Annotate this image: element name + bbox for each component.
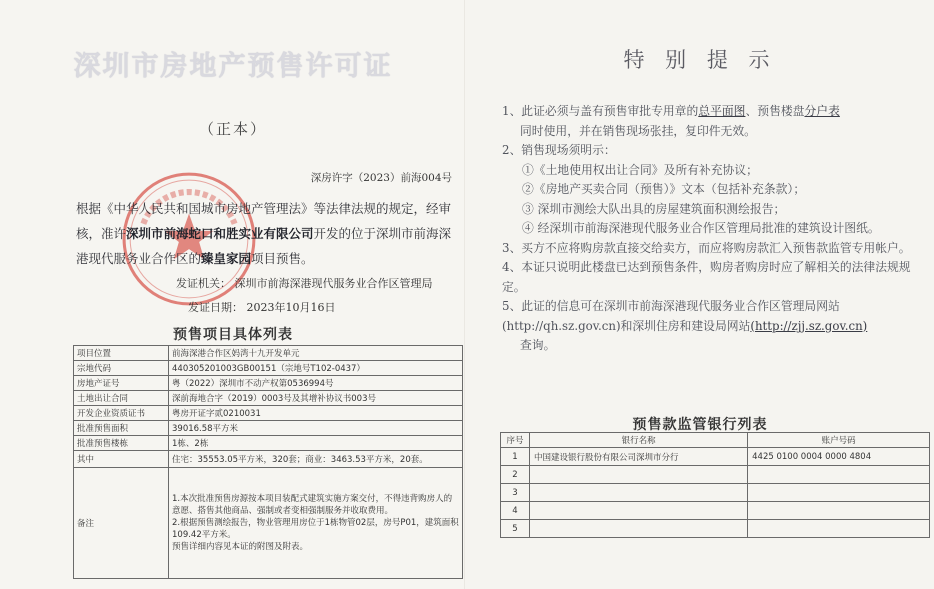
row-value: 粤房开证字贰0210031 xyxy=(169,406,463,421)
table-row xyxy=(74,391,463,406)
project-detail-table xyxy=(73,345,463,579)
notice-list xyxy=(502,102,927,356)
bank-account: 4425 0100 0004 0000 4804 xyxy=(748,448,930,466)
table-row xyxy=(74,451,463,468)
certificate-body xyxy=(76,196,461,271)
table-row xyxy=(501,520,930,538)
row-key: 开发企业资质证书 xyxy=(74,406,169,421)
table-header-row xyxy=(501,433,930,448)
bank-no: 3 xyxy=(501,484,530,502)
zjj-website-link[interactable]: (http://zjj.sz.gov.cn) xyxy=(750,318,868,333)
notice-text: 、预售楼盘 xyxy=(745,104,805,118)
notice-item-5 xyxy=(502,297,927,356)
issue-date-label: 发证日期： xyxy=(188,301,243,314)
certificate-front-page xyxy=(0,0,466,589)
row-key: 宗地代码 xyxy=(74,361,169,376)
row-key: 批准预售楼栋 xyxy=(74,436,169,451)
col-header-account: 账户号码 xyxy=(748,433,930,448)
bank-no: 1 xyxy=(501,448,530,466)
qh-website-link[interactable]: (http://qh.sz.gov.cn) xyxy=(502,318,621,333)
bank-account xyxy=(748,502,930,520)
notice-title: 特 别 提 示 xyxy=(623,48,777,72)
certificate-title: 深圳市房地产预售许可证 xyxy=(73,51,393,82)
row-value: 1栋、2栋 xyxy=(169,436,463,451)
notice-text: 和深圳住房和建设局网站 xyxy=(620,318,751,333)
table-row xyxy=(74,406,463,421)
table-row xyxy=(74,421,463,436)
notice-text: 查询。 xyxy=(520,338,556,352)
remark-label: 备注 xyxy=(74,468,169,579)
notice-text: 1、此证必须与盖有预售审批专用章的 xyxy=(502,104,699,118)
row-value: 住宅：35553.05平方米，320套；商业：3463.53平方米，20套。 xyxy=(169,451,463,468)
permit-number: 深房许字（2023）前海004号 xyxy=(310,172,452,184)
project-table-title: 预售项目具体列表 xyxy=(173,327,293,343)
bank-name xyxy=(530,520,748,538)
project-name: 臻皇家园 xyxy=(201,251,252,266)
col-header-bank: 银行名称 xyxy=(530,433,748,448)
body-text-part1: 根据《中华人民共和国城市房地产管理法》等法律法规的规定，经审核，准许 xyxy=(76,201,452,241)
issuing-authority xyxy=(176,275,433,291)
issuer-value: 深圳市前海深港现代服务业合作区管理局 xyxy=(234,277,433,290)
bank-account xyxy=(748,466,930,484)
unit-table-term: 分户表 xyxy=(804,104,840,118)
table-row xyxy=(74,361,463,376)
notice-item-4: 4、本证只说明此楼盘已达到预售条件，购房者购房时应了解相关的法律法规规定。 xyxy=(502,260,911,294)
row-key: 房地产证号 xyxy=(74,376,169,391)
row-value: 前海深港合作区妈湾十九开发单元 xyxy=(169,346,463,361)
developer-name: 深圳市前海蛇口和胜实业有限公司 xyxy=(126,226,314,241)
row-key: 批准预售面积 xyxy=(74,421,169,436)
col-header-no: 序号 xyxy=(501,433,530,448)
bank-table-title: 预售款监管银行列表 xyxy=(632,417,768,433)
bank-name xyxy=(530,484,748,502)
notice-sub-1: ①《土地使用权出让合同》及所有补充协议； xyxy=(522,162,758,177)
bank-no: 2 xyxy=(501,466,530,484)
bank-name: 中国建设银行股份有限公司深圳市分行 xyxy=(530,448,748,466)
bank-no: 5 xyxy=(501,520,530,538)
site-plan-term: 总平面图 xyxy=(698,104,746,118)
table-row xyxy=(501,466,930,484)
table-row xyxy=(501,448,930,466)
row-value: 440305201003GB00151（宗地号T102-0437） xyxy=(169,361,463,376)
bank-account xyxy=(748,520,930,538)
certificate-back-page xyxy=(466,0,934,589)
bank-table xyxy=(500,432,930,538)
remark-line: 2.根据预售测绘报告，物业管理用房位于1栋物管02层，房号P01，建筑面积109.42平方米。 xyxy=(172,518,459,540)
row-key: 项目位置 xyxy=(74,346,169,361)
certificate-subtitle: （正本） xyxy=(198,120,267,138)
table-row xyxy=(501,484,930,502)
notice-text: 同时使用，并在销售现场张挂，复印件无效。 xyxy=(520,123,756,138)
notice-sub-2: ②《房地产买卖合同（预售）》文本（包括补充条款）； xyxy=(522,182,806,196)
body-text-part2: 开发的位于深圳市前海深港现代服务业合作区的 xyxy=(76,226,452,266)
remark-line: 1.本次批准预售房源按本项目装配式建筑实施方案交付，不得违背购房人的意愿、搭售其他商品、强制或者变相强制服务并收取费用。 xyxy=(172,494,453,516)
row-key: 土地出让合同 xyxy=(74,391,169,406)
bank-no: 4 xyxy=(501,502,530,520)
table-row xyxy=(74,436,463,451)
issue-date-value: 2023年10月16日 xyxy=(246,301,336,314)
remark-line: 预售详细内容见本证的附图及附表。 xyxy=(172,542,309,552)
notice-item-2: 2、销售现场须明示： xyxy=(502,143,616,157)
table-row xyxy=(74,346,463,361)
notice-item-3: 3、买方不应将购房款直接交给卖方，而应将购房款汇入预售款监管专用帐户。 xyxy=(502,240,911,255)
bank-name xyxy=(530,502,748,520)
table-row xyxy=(501,502,930,520)
notice-sub-3: ③ 深圳市测绘大队出具的房屋建筑面积测绘报告； xyxy=(522,201,786,216)
body-text-part3: 项目预售。 xyxy=(251,251,314,266)
notice-sub-4: ④ 经深圳市前海深港现代服务业合作区管理局批准的建筑设计图纸。 xyxy=(522,221,880,235)
row-key: 其中 xyxy=(74,451,169,468)
notice-item-1 xyxy=(502,102,927,141)
notice-text: 5、此证的信息可在深圳市前海深港现代服务业合作区管理局网站 xyxy=(502,299,840,313)
table-row xyxy=(74,376,463,391)
issue-date xyxy=(188,299,336,315)
bank-account xyxy=(748,484,930,502)
table-row xyxy=(74,468,463,579)
bank-name xyxy=(530,466,748,484)
row-value: 39016.58平方米 xyxy=(169,421,463,436)
row-value: 粤（2022）深圳市不动产权第0536994号 xyxy=(169,376,463,391)
issuer-label: 发证机关： xyxy=(176,277,231,290)
row-value: 深前海地合字（2019）0003号及其增补协议书003号 xyxy=(169,391,463,406)
remark-content xyxy=(169,468,463,579)
